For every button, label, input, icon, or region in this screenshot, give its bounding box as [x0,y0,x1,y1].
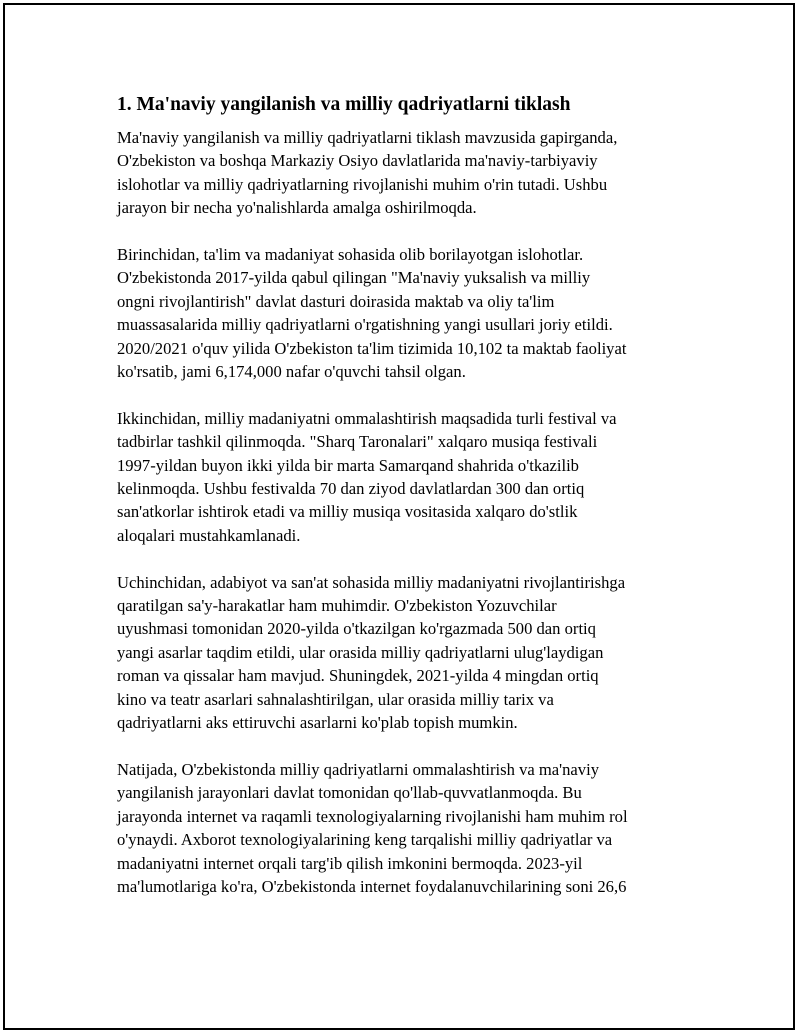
paragraph-conclusion: Natijada, O'zbekistonda milliy qadriyatlarni ommalashtirish va ma'naviy yangilanish jarayonlari davlat tomonidan qo'llab-quvvatlanmoqda. Bu jarayonda internet va raqamli texnologiyalarning rivojlanishi ham muhim rol o'ynaydi. Axborot texnologiyalarining keng tarqalishi milliy qadriyatlar va madaniyatni internet orqali targ'ib qilish imkonini bermoqda. 2023-yil ma'lumotlariga ko'ra, O'zbekistonda internet foydalanuvchilarining soni 26,6 [117,759,628,896]
paragraph-intro: Ma'naviy yangilanish va milliy qadriyatlarni tiklash mavzusida gapirganda, O'zbekiston va boshqa Markaziy Osiyo davlatlarida ma'naviy-tarbiyaviy islohotlar va milliy qadriyatlarning rivojlanishi muhim o'rin tutadi. Ushbu jarayon bir necha yo'nalishlarda amalga oshirilmoqda. [117,128,618,218]
paragraph-first: Birinchidan, ta'lim va madaniyat sohasida olib borilayotgan islohotlar. O'zbekistonda 2017-yilda qabul qilingan "Ma'naviy yuksalish va milliy ongni rivojlantirish" davlat dasturi doirasida maktab va oliy ta'lim muassasalarida milliy qadriyatlarni o'rgatishning yangi usullari joriy etildi. 2020/2021 o'quv yilida O'zbekiston ta'lim tizimida 10,102 ta maktab faoliyat ko'rsatib, jami 6,174,000 nafar o'quvchi tahsil olgan. [117,245,627,382]
paragraph-second: Ikkinchidan, milliy madaniyatni ommalashtirish maqsadida turli festival va tadbirlar tashkil qilinmoqda. "Sharq Taronalari" xalqaro musiqa festivali 1997-yildan buyon ikki yilda bir marta Samarqand shahrida o'tkazilib kelinmoqda. Ushbu festivalda 70 dan ziyod davlatlardan 300 dan ortiq san'atkorlar ishtirok etadi va milliy musiqa vositasida xalqaro do'stlik aloqalari mustahkamlanadi. [117,408,617,545]
document-body [117,90,702,922]
paragraph-third: Uchinchidan, adabiyot va san'at sohasida milliy madaniyatni rivojlantirishga qaratilgan sa'y-harakatlar ham muhimdir. O'zbekiston Yozuvchilar uyushmasi tomonidan 2020-yilda o'tkazilgan ko'rgazmada 500 dan ortiq yangi asarlar taqdim etildi, ular orasida milliy qadriyatlarni ulug'laydigan roman va qissalar ham mavjud. Shuningdek, 2021-yilda 4 mingdan ortiq kino va teatr asarlari sahnalashtirilgan, ular orasida milliy tarix va qadriyatlarni aks ettiruvchi asarlarni ko'plab topish mumkin. [117,572,626,733]
section-heading: 1. Ma'naviy yangilanish va milliy qadriyatlarni tiklash [117,94,571,115]
